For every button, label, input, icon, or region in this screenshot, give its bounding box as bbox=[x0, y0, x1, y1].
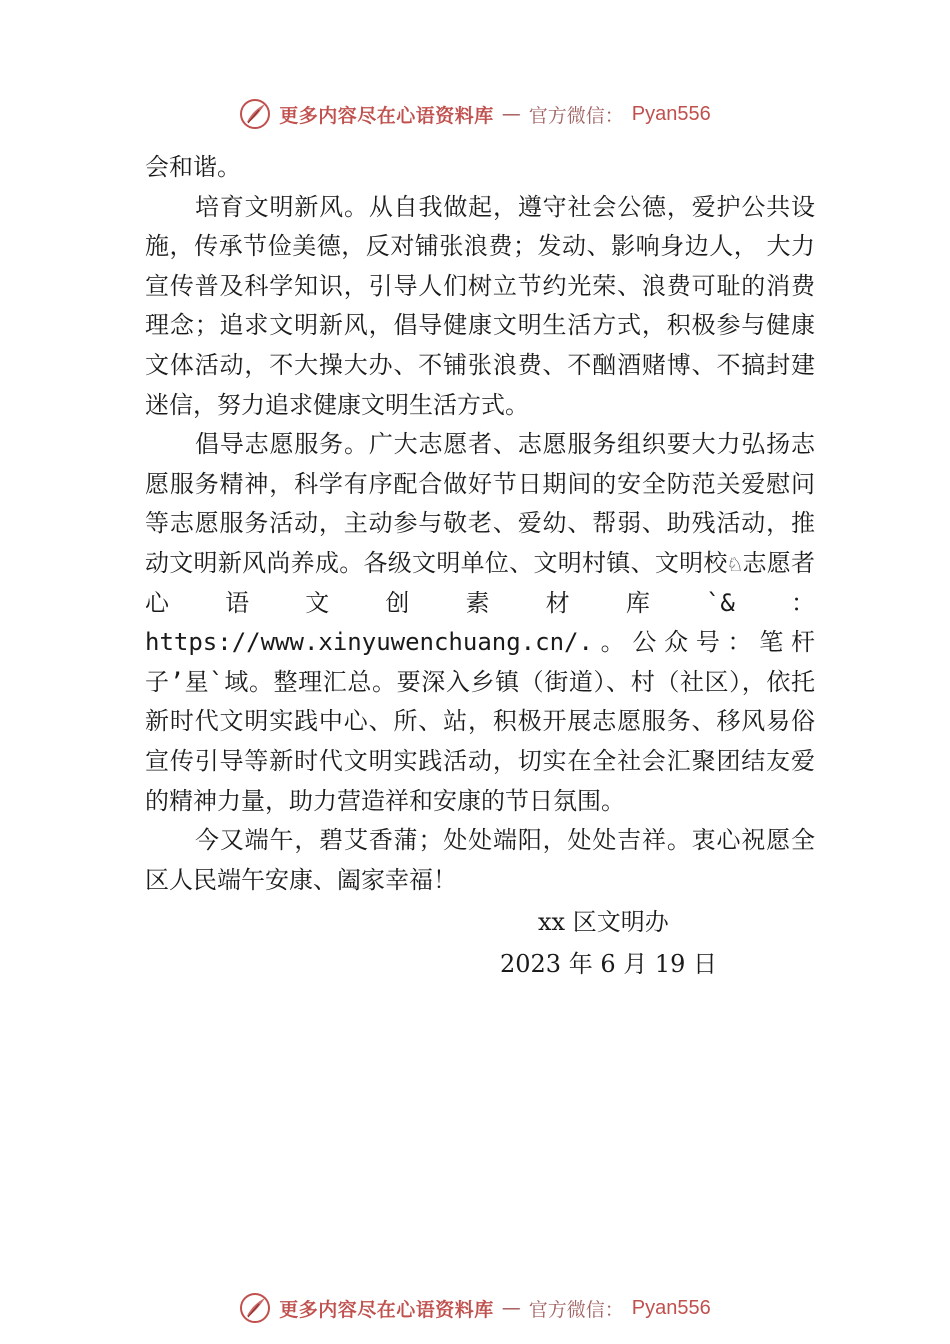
watermark-account: Pyan556 bbox=[631, 1296, 711, 1319]
feather-pen-logo-icon bbox=[239, 98, 271, 130]
watermark-dash: — bbox=[501, 103, 521, 125]
paragraph-continuation: 会和谐。 bbox=[145, 153, 241, 181]
signature-org: xx 区文明办 bbox=[538, 908, 669, 936]
watermark-official-label: 官方微信： bbox=[528, 1298, 624, 1321]
inline-watermark-text: ♘志愿者心语文创素材库`&：https://www.xinyuwenchuang.cn/.。公众号：笔杆子’星`域。整理汇总。 bbox=[145, 548, 816, 696]
signature-date: 2023 年 6 月 19 日 bbox=[500, 950, 718, 978]
footer-watermark bbox=[0, 1290, 950, 1326]
paragraph-volunteer-text-c: 要深入乡镇（街道）、村（社区），依托新时代文明实践中心、所、站，积极开展志愿服务、移风易俗宣传引导等新时代文明实践活动，切实在全社会汇聚团结友爱的精神力量，助力营造祥和安康的节日氛围。 bbox=[145, 667, 816, 815]
paragraph-civilized-custom: 培育文明新风。从自我做起，遵守社会公德，爱护公共设施，传承节俭美德，反对铺张浪费；发动、影响身边人， 大力宣传普及科学知识，引导人们树立节约光荣、浪费可耻的消费理念；追求文明新风，倡导健康文明生活方式，积极参与健康文体活动，不大操大办、不铺张浪费、不酗酒赌博、不搞封建迷信，努力追求健康文明生活方式。 bbox=[145, 192, 815, 419]
watermark-dash: — bbox=[501, 1297, 521, 1319]
header-watermark bbox=[0, 96, 950, 132]
paragraph-volunteer-text-a: 倡导志愿服务。广大志愿者、志愿服务组织要大力弘扬志愿服务精神，科学有序配合做好节日期间的安全防范关爱慰问等志愿服务活动，主动参与敬老、爱幼、帮弱、助残活动，推动文明新风尚养成。各级文明单位、文明村镇、文明校 bbox=[145, 430, 815, 577]
feather-pen-logo-icon bbox=[239, 1292, 271, 1324]
watermark-brand: 更多内容尽在心语资料库 bbox=[279, 1298, 494, 1321]
paragraph-blessing: 今又端午，碧艾香蒲；处处端阳，处处吉祥。衷心祝愿全区人民端午安康、阖家幸福！ bbox=[145, 826, 815, 894]
paragraph-volunteer-service bbox=[145, 425, 815, 821]
document-body bbox=[145, 148, 815, 900]
watermark-brand: 更多内容尽在心语资料库 bbox=[279, 104, 494, 127]
watermark-account: Pyan556 bbox=[631, 102, 711, 125]
watermark-official-label: 官方微信： bbox=[528, 104, 624, 127]
